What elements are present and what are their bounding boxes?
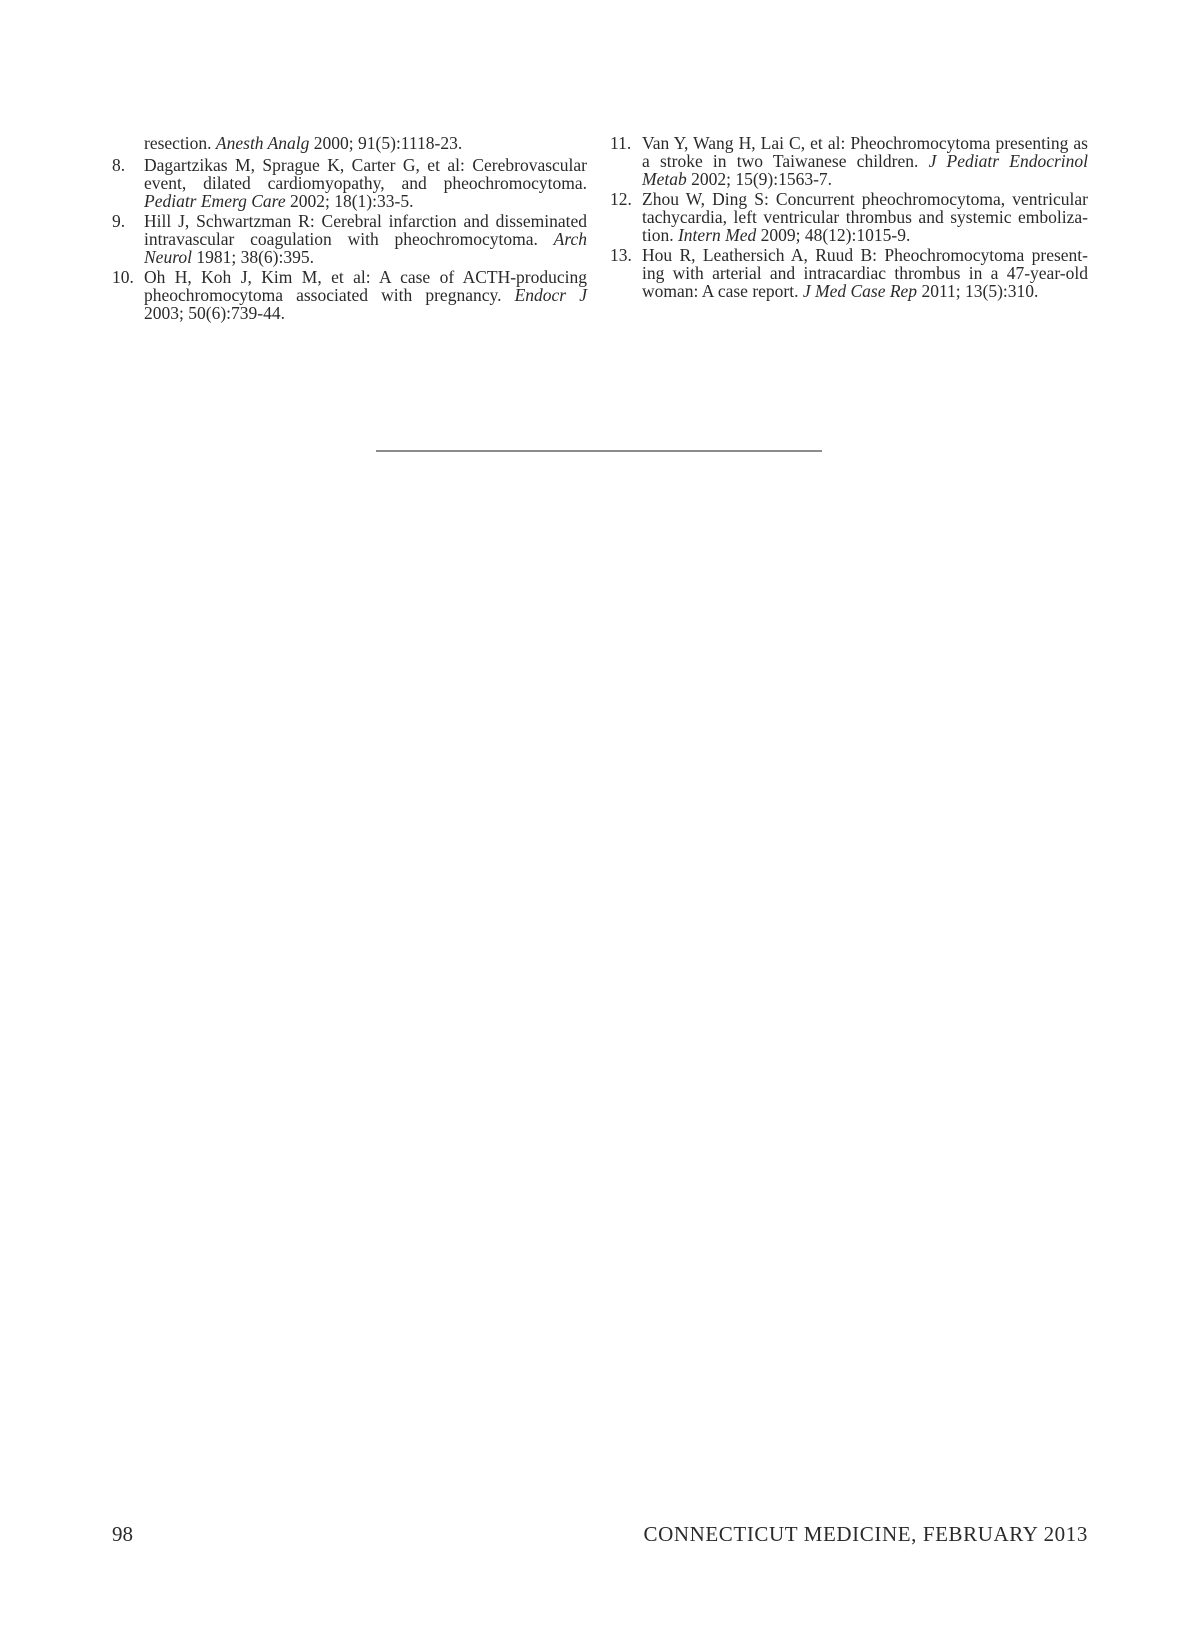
reference-item-12 xyxy=(610,190,1088,244)
reference-journal: Anesth Analg xyxy=(215,133,310,153)
reference-column-right xyxy=(610,134,1088,302)
journal-issue-line: CONNECTICUT MEDICINE, FEBRUARY 2013 xyxy=(643,1522,1088,1546)
reference-text: Hou R, Leathersich A, Ruud B: Pheochromocytoma present-ing with arterial and intracardiac thrombus in a 47-year-old woman: A case report. xyxy=(642,245,1088,301)
reference-item-8 xyxy=(112,156,587,210)
reference-tail: 2000; 91(5):1118-23. xyxy=(309,133,463,153)
reference-number: 9. xyxy=(112,211,126,231)
reference-tail: 1981; 38(6):395. xyxy=(191,247,314,267)
reference-tail: 2009; 48(12):1015-9. xyxy=(756,225,911,245)
reference-journal: J Pediatr Endocrinol Metab xyxy=(642,151,1088,189)
reference-item-10 xyxy=(112,268,587,322)
reference-item-13 xyxy=(610,246,1088,300)
reference-body xyxy=(144,156,587,210)
reference-item-11 xyxy=(610,134,1088,188)
reference-body xyxy=(642,190,1088,244)
reference-journal: Intern Med xyxy=(677,225,757,245)
section-divider xyxy=(376,450,822,452)
reference-tail: 2003; 50(6):739-44. xyxy=(144,303,285,323)
reference-number: 12. xyxy=(610,189,632,209)
reference-number: 13. xyxy=(610,245,632,265)
reference-text: Oh H, Koh J, Kim M, et al: A case of ACTH-producing pheochromocytoma associated with pregnancy. xyxy=(144,267,587,305)
reference-body xyxy=(642,246,1088,300)
reference-tail: 2002; 15(9):1563-7. xyxy=(686,169,833,189)
reference-number: 10. xyxy=(112,267,134,287)
page-number: 98 xyxy=(112,1522,133,1546)
reference-text: Dagartzikas M, Sprague K, Carter G, et al: Cerebrovascular event, dilated cardiomyopathy, and pheochromocytoma. xyxy=(144,155,587,193)
reference-body xyxy=(144,268,587,322)
reference-journal: Endocr J xyxy=(514,285,587,305)
reference-journal: J Med Case Rep xyxy=(802,281,918,301)
reference-text: resection. xyxy=(144,133,216,153)
reference-journal: Pediatr Emerg Care xyxy=(144,191,286,211)
reference-tail: 2011; 13(5):310. xyxy=(917,281,1039,301)
reference-column-left xyxy=(112,134,587,324)
reference-text: Hill J, Schwartzman R: Cerebral infarction and disseminated intravascular coagulation with pheochromocytoma. xyxy=(144,211,587,249)
reference-text: Van Y, Wang H, Lai C, et al: Pheochromocytoma presenting as a stroke in two Taiwanese children. xyxy=(642,133,1088,171)
reference-text: Zhou W, Ding S: Concurrent pheochromocytoma, ventricular tachycardia, left ventricular thrombus and systemic emboliza-tion. xyxy=(642,189,1088,245)
reference-body xyxy=(144,212,587,266)
reference-number: 11. xyxy=(610,133,632,153)
reference-tail: 2002; 18(1):33-5. xyxy=(285,191,414,211)
reference-number: 8. xyxy=(112,155,126,175)
reference-body xyxy=(642,134,1088,188)
reference-continued xyxy=(112,134,587,152)
reference-item-9 xyxy=(112,212,587,266)
reference-journal: Arch Neurol xyxy=(144,229,587,267)
